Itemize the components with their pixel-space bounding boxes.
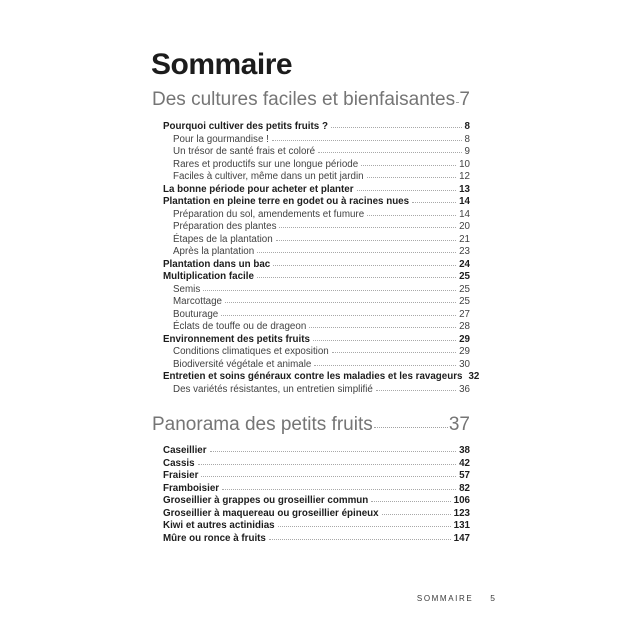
toc-entry <box>163 371 480 384</box>
toc-entry-page: 123 <box>453 507 470 519</box>
toc-entry-page: 20 <box>459 221 470 232</box>
toc-entry <box>163 508 470 521</box>
leader-dots <box>272 140 462 141</box>
toc-entry-label: Rares et productifs sur une longue période <box>173 158 359 170</box>
toc-entry-label: La bonne période pour acheter et planter <box>163 183 354 195</box>
toc-entry-label: Kiwi et autres actinidias <box>163 520 275 531</box>
toc-entry-page: 25 <box>459 283 470 295</box>
leader-dots <box>201 476 456 477</box>
toc-entry <box>163 259 470 272</box>
leader-dots <box>257 252 456 253</box>
section-heading-label: Panorama des petits fruits <box>152 414 373 435</box>
toc-entry <box>163 334 470 347</box>
toc-entry-page: 13 <box>459 183 470 195</box>
toc-entry-label: Faciles à cultiver, même dans un petit jardin <box>173 171 364 182</box>
toc-entry <box>163 134 470 147</box>
toc-entry-label: Biodiversité végétale et animale <box>173 358 312 370</box>
leader-dots <box>273 265 456 266</box>
toc-entry-page: 30 <box>459 358 470 370</box>
toc-entry-page: 131 <box>453 520 470 531</box>
toc-entry-page: 14 <box>459 196 470 207</box>
toc-entry <box>163 470 470 483</box>
toc-entry <box>163 221 470 234</box>
leader-dots <box>367 215 456 216</box>
toc-entry-label: Plantation dans un bac <box>163 258 271 270</box>
toc-entry-label: Conditions climatiques et exposition <box>173 346 329 357</box>
leader-dots <box>225 302 456 303</box>
leader-dots <box>371 501 450 502</box>
toc-entry-label: Cassis <box>163 457 195 469</box>
toc-entry <box>163 271 470 284</box>
toc-entry-page: 28 <box>459 321 470 332</box>
toc-entry-label: Multiplication facile <box>163 271 254 282</box>
toc-entry-label: Un trésor de santé frais et coloré <box>173 146 316 157</box>
page-title: Sommaire <box>151 48 293 82</box>
leader-dots <box>331 127 462 128</box>
toc-entry-label: Bouturage <box>173 308 219 320</box>
toc-entry-page: 12 <box>459 171 470 182</box>
toc-entry-page: 36 <box>459 383 470 395</box>
toc-entry-page: 10 <box>459 158 470 170</box>
toc-entry <box>163 321 470 334</box>
toc-entries-cultures <box>163 121 480 396</box>
toc-entry-page: 29 <box>459 333 470 345</box>
toc-entry-page: 8 <box>464 133 470 145</box>
toc-entry <box>163 458 470 471</box>
leader-dots <box>309 327 456 328</box>
toc-entry <box>163 495 470 508</box>
toc-entry-label: Plantation en pleine terre en godet ou à racines nues <box>163 196 410 207</box>
leader-dots <box>361 165 456 166</box>
toc-entry-label: Caseillier <box>163 445 207 456</box>
toc-entry <box>163 384 470 397</box>
toc-entry <box>163 309 470 322</box>
toc-entry-label: Marcottage <box>173 296 223 307</box>
toc-entry-label: Mûre ou ronce à fruits <box>163 532 266 544</box>
toc-entry-label: Préparation du sol, amendements et fumure <box>173 208 365 220</box>
toc-entry-page: 27 <box>459 308 470 320</box>
toc-entry-label: Étapes de la plantation <box>173 233 273 245</box>
footer-page-number: 5 <box>490 593 495 603</box>
toc-entry-page: 8 <box>464 121 470 132</box>
toc-entry <box>163 246 470 259</box>
toc-entry <box>163 146 470 159</box>
toc-entry-label: Après la plantation <box>173 246 255 257</box>
toc-entry-page: 147 <box>453 532 470 544</box>
toc-entry-page: 42 <box>459 457 470 469</box>
leader-dots <box>374 427 448 428</box>
toc-entry-page: 57 <box>459 470 470 481</box>
footer-running-title: SOMMAIRE <box>416 594 474 603</box>
toc-entry-label: Groseillier à grappes ou groseillier commun <box>163 495 369 506</box>
toc-entry-page: 24 <box>459 258 470 270</box>
toc-entry-page: 82 <box>459 482 470 494</box>
leader-dots <box>279 227 456 228</box>
toc-entry <box>163 533 470 546</box>
toc-entry-label: Pour la gourmandise ! <box>173 133 269 145</box>
leader-dots <box>367 177 457 178</box>
toc-entry-label: Éclats de touffe ou de drageon <box>173 321 307 332</box>
toc-entry-page: 38 <box>459 445 470 456</box>
toc-entry <box>163 196 470 209</box>
toc-entry <box>163 359 470 372</box>
section-page-number: 7 <box>459 89 470 110</box>
leader-dots <box>382 514 451 515</box>
leader-dots <box>318 152 461 153</box>
toc-entry-label: Framboisier <box>163 482 220 494</box>
toc-entry-page: 29 <box>459 346 470 357</box>
leader-dots <box>198 464 457 465</box>
toc-entry-page: 21 <box>459 233 470 245</box>
section-heading-panorama <box>152 413 470 437</box>
page-footer <box>417 593 495 603</box>
toc-entry-label: Des variétés résistantes, un entretien simplifié <box>173 383 373 395</box>
leader-dots <box>357 190 457 191</box>
toc-entry <box>163 184 470 197</box>
leader-dots <box>221 315 456 316</box>
toc-entry-page: 14 <box>459 208 470 220</box>
leader-dots <box>269 539 451 540</box>
toc-entry-label: Entretien et soins généraux contre les maladies et les ravageurs <box>163 371 463 382</box>
toc-entry <box>163 234 470 247</box>
toc-entry <box>163 296 470 309</box>
toc-entry-page: 9 <box>464 146 470 157</box>
toc-entry-page: 25 <box>459 271 470 282</box>
leader-dots <box>376 390 456 391</box>
toc-entry-page: 23 <box>459 246 470 257</box>
toc-entry <box>163 209 470 222</box>
leader-dots <box>278 526 451 527</box>
toc-entry <box>163 346 470 359</box>
toc-entries-panorama <box>163 445 470 545</box>
leader-dots <box>332 352 456 353</box>
leader-dots <box>313 340 456 341</box>
toc-entry-page: 32 <box>468 371 480 382</box>
toc-entry-label: Préparation des plantes <box>173 221 277 232</box>
toc-entry <box>163 445 470 458</box>
toc-entry <box>163 483 470 496</box>
section-heading-cultures <box>152 88 470 112</box>
toc-entry-page: 106 <box>453 495 470 506</box>
section-page-number: 37 <box>448 414 470 435</box>
toc-entry <box>163 121 470 134</box>
toc-entry <box>163 284 470 297</box>
leader-dots <box>314 365 456 366</box>
toc-entry-label: Environnement des petits fruits <box>163 333 310 345</box>
leader-dots <box>203 290 456 291</box>
leader-dots <box>412 202 456 203</box>
toc-entry-label: Pourquoi cultiver des petits fruits ? <box>163 121 328 132</box>
leader-dots <box>276 240 456 241</box>
leader-dots <box>210 451 457 452</box>
toc-entry <box>163 520 470 533</box>
toc-entry-label: Groseillier à maquereau ou groseillier épineux <box>163 507 379 519</box>
toc-entry <box>163 171 470 184</box>
toc-entry-label: Semis <box>173 283 201 295</box>
toc-entry-label: Fraisier <box>163 470 199 481</box>
section-heading-label: Des cultures faciles et bienfaisantes <box>152 89 456 110</box>
leader-dots <box>222 489 456 490</box>
toc-entry-page: 25 <box>459 296 470 307</box>
leader-dots <box>456 102 458 103</box>
leader-dots <box>257 277 456 278</box>
toc-entry <box>163 159 470 172</box>
